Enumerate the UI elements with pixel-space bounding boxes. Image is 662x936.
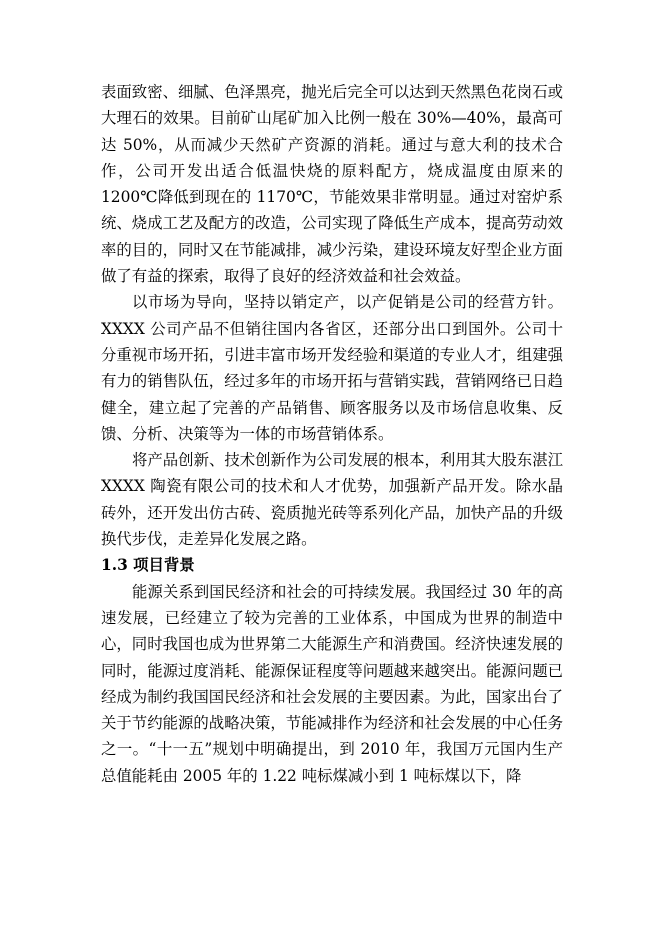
- paragraph-energy-background: 能源关系到国民经济和社会的可持续发展。我国经过 30 年的高速发展，已经建立了较为完善的工业体系，中国成为世界的制造中心，同时我国也成为世界第二大能源生产和消费国。经济快速发展的同时，能源过度消耗、能源保证程度等问题越来越突出。能源问题已经成为制约我国国民经济和社会发展的主要因素。为此，国家出台了关于节约能源的战略决策，节能减排作为经济和社会发展的中心任务之一。“十一五”规划中明确提出，到 2010 年，我国万元国内生产总值能耗由 2005 年的 1.22 吨标煤减小到 1 吨标煤以下，降: [101, 582, 563, 785]
- document-body: [101, 79, 563, 789]
- paragraph-market-strategy: 以市场为导向，坚持以销定产，以产促销是公司的经营方针。XXXX 公司产品不但销往国内各省区，还部分出口到国外。公司十分重视市场开拓，引进丰富市场开发经验和渠道的专业人才，组建强有力的销售队伍，经过多年的市场开拓与营销实践，营销网络已日趋健全，建立起了完善的产品销售、顾客服务以及市场信息收集、反馈、分析、决策等为一体的市场营销体系。: [101, 293, 563, 443]
- paragraph-innovation: 将产品创新、技术创新作为公司发展的根本，利用其大股东湛江 XXXX 陶瓷有限公司的技术和人才优势，加强新产品开发。除水晶砖外，还开发出仿古砖、瓷质抛光砖等系列化产品，加快产品的升级换代步伐，走差异化发展之路。: [101, 451, 563, 549]
- section-heading-project-background: 1.3 项目背景: [101, 556, 195, 575]
- paragraph-product-description: 表面致密、细腻、色泽黑亮，抛光后完全可以达到天然黑色花岗石或大理石的效果。目前矿山尾矿加入比例一般在 30%—40%，最高可达 50%，从而减少天然矿产资源的消耗。通过与意大利的技术合作，公司开发出适合低温快烧的原料配方，烧成温度由原来的 1200℃降低到现在的 1170℃，节能效果非常明显。通过对窑炉系统、烧成工艺及配方的改造，公司实现了降低生产成本，提高劳动效率的目的，同时又在节能减排，减少污染，建设环境友好型企业方面做了有益的探索，取得了良好的经济效益和社会效益。: [101, 83, 563, 286]
